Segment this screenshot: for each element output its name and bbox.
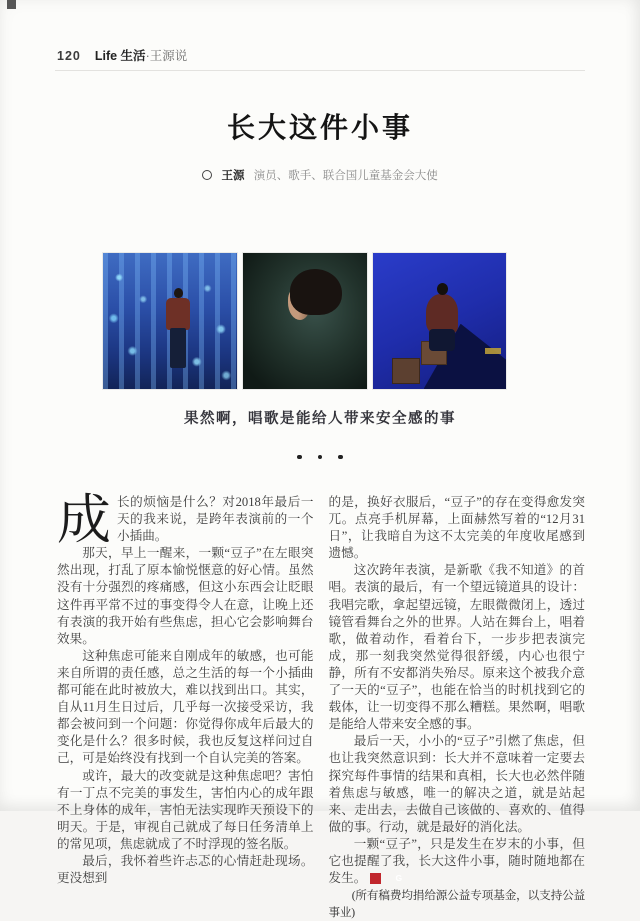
drop-cap: 成 <box>57 490 111 550</box>
photo3-figure-body <box>426 294 458 334</box>
end-of-article-mark: G <box>370 873 381 884</box>
dot-icon <box>318 455 323 460</box>
section-title-bold: Life 生活 <box>94 49 146 63</box>
photo-stage-sitting <box>373 253 506 389</box>
photo-profile-portrait <box>243 253 367 389</box>
dot-icon <box>297 455 302 460</box>
photo3-crate <box>392 358 420 384</box>
right-column <box>329 494 586 921</box>
photo3-figure-head <box>437 283 448 295</box>
section-title-sub: ·王源说 <box>145 49 188 63</box>
paragraph: 这次跨年表演，是新歌《我不知道》的首唱。表演的最后，有一个望远镜道具的设计：我唱完歌，拿起望远镜，左眼微微闭上，透过镜管看舞台之外的世界。人站在舞台上，唱着歌，做着动作，看着台下，一步步把表演完成，那一刻我突然觉得很舒缓，内心也很宁静，所有不安都消失殆尽。原来这个被我介意了一天的“豆子”，也能在恰当的时机找到它的载体，让一切变得不那么糟糕。果然啊，唱歌是能给人带来安全感的事。 <box>328 563 585 732</box>
section-divider-dots <box>0 446 640 464</box>
paragraph <box>57 490 314 550</box>
page-header <box>57 46 585 64</box>
donation-footnote: (所有稿费均捐给源公益专项基金，以支持公益事业) <box>328 889 585 920</box>
article-body <box>57 490 585 921</box>
left-column <box>57 490 314 921</box>
paragraph <box>329 836 586 887</box>
paragraph: 那天，早上一醒来，一颗“豆子”在左眼突然出现，打乱了原本愉悦惬意的好心情。虽然没有十分强烈的疼痛感，但这小东西会让眨眼这件再平常不过的事变得令人在意，让晚上还有表演的我开始有些焦虑，担心它会影响舞台效果。 <box>57 546 314 646</box>
paragraph: 或许，最大的改变就是这种焦虑吧？害怕有一丁点不完美的事发生，害怕内心的成年跟不上身体的成年，害怕无法实现昨天预设下的明天。于是，审视自己就成了每日任务清单上的常见项，焦虑就成了不时浮现的签名版。 <box>57 768 314 851</box>
page-number: 120 <box>57 49 81 63</box>
circle-ring-icon <box>202 170 212 180</box>
photo2-figure-hair <box>290 269 342 315</box>
photo3-figure-legs <box>429 329 455 351</box>
author-roles: 演员、歌手、联合国儿童基金会大使 <box>253 170 438 182</box>
paragraph-text: 一颗“豆子”，只是发生在岁末的小事，但它也提醒了我，长大这件小事，随时随地都在发生。 <box>328 836 585 886</box>
photo1-figure-legs <box>170 328 186 368</box>
paragraph: 最后，我怀着些许忐忑的心情赶赴现场。更没想到 <box>57 853 314 886</box>
pull-quote-caption: 果然啊，唱歌是能给人带来安全感的事 <box>184 411 456 427</box>
dot-icon <box>338 455 343 460</box>
paragraph: 的是，换好衣服后，“豆子”的存在变得愈发突兀。点亮手机屏幕，上面赫然写着的“12月31日”，让我暗自为这不太完美的年度收尾感到遗憾。 <box>328 495 585 561</box>
article-title: 长大这件小事 <box>226 113 413 144</box>
photo-row <box>103 253 506 389</box>
photo1-figure-head <box>174 288 183 298</box>
author-name: 王源 <box>221 170 245 182</box>
print-corner-mark <box>7 0 16 9</box>
photo2-figure-jacket <box>280 321 342 389</box>
photo1-figure-jacket <box>166 298 190 330</box>
photo-stage-standing <box>103 253 237 389</box>
paragraph: 最后一天，小小的“豆子”引燃了焦虑，但也让我突然意识到：长大并不意味着一定要去探究每件事情的结果和真相，长大也必然伴随着焦虑与敏感，唯一的解决之道，就是站起来、走出去，去做自己该做的、喜欢的、值得做的事。行动，就是最好的消化法。 <box>328 734 585 834</box>
section-title <box>95 46 187 64</box>
paragraph-text: 长的烦恼是什么？对2018年最后一天的我来说，是跨年表演前的一个小插曲。 <box>117 495 314 544</box>
byline <box>0 167 640 183</box>
photo3-stage-light <box>485 348 501 354</box>
header-divider <box>55 70 585 71</box>
paragraph: 这种焦虑可能来自刚成年的敏感，也可能来自所谓的责任感，总之生活的每一个小插曲都可能在此时被放大，难以找到出口。其实，自从11月生日过后，几乎每一次接受采访，我都会被问到一个问题：你觉得你成年后最大的变化是什么？很多时候，我也反复这样问过自己，可是始终没有找到一个自认完美的答案。 <box>57 648 314 766</box>
